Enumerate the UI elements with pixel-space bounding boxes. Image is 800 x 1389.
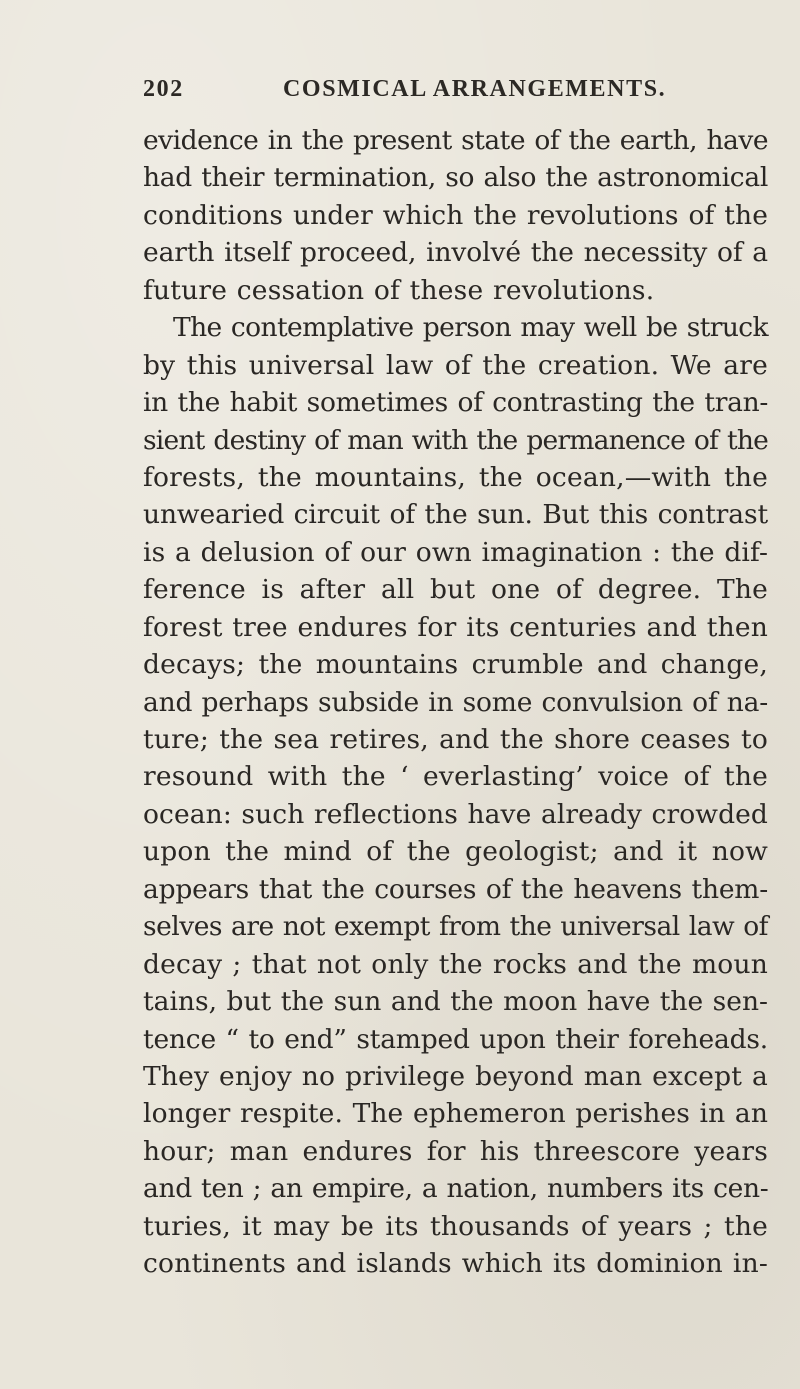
text-line: continents and islands which its dominion in- (143, 1248, 768, 1280)
text-line: is a delusion of our own imagination : the dif- (143, 536, 768, 568)
text-line: forest tree endures for its centuries and then (143, 611, 768, 643)
text-line: turies, it may be its thousands of years ; the (143, 1210, 768, 1242)
body-text (143, 122, 768, 1283)
text-line: by this universal law of the creation. We are (143, 349, 768, 381)
text-line: unwearied circuit of the sun. But this contrast (143, 499, 768, 531)
text-line: conditions under which the revolutions of the (143, 199, 768, 231)
text-line: appears that the courses of the heavens them- (143, 873, 768, 905)
running-head (143, 76, 763, 110)
text-line: decays; the mountains crumble and change, (143, 649, 768, 681)
text-line: tains, but the sun and the moon have the sen- (143, 986, 768, 1018)
text-line: evidence in the present state of the earth, have (143, 125, 768, 156)
text-line: had their termination, so also the astronomical (143, 162, 768, 194)
text-line: ocean: such reflections have already crowded (143, 798, 768, 830)
text-line: ference is after all but one of degree. The (143, 574, 768, 606)
text-line: forests, the mountains, the ocean,—with the (143, 461, 768, 493)
text-line: sient destiny of man with the permanence of the (143, 424, 768, 456)
text-line: and ten ; an empire, a nation, numbers its cen- (143, 1173, 769, 1205)
text-line: upon the mind of the geologist; and it now (143, 836, 768, 868)
page-number: 202 (143, 76, 184, 102)
text-line: in the habit sometimes of contrasting the tran- (143, 387, 768, 419)
running-title: COSMICAL ARRANGEMENTS. (283, 76, 667, 102)
text-line: resound with the ‘ everlasting’ voice of the (143, 761, 768, 793)
text-line: tence “ to end” stamped upon their foreheads. (143, 1023, 768, 1055)
text-line: and perhaps subside in some convulsion of na- (143, 686, 768, 718)
text-line: future cessation of these revolutions. (143, 274, 655, 306)
text-line: selves are not exempt from the universal law of (143, 911, 768, 943)
text-line: decay ; that not only the rocks and the moun (143, 948, 768, 980)
text-line: The contemplative person may well be struck (173, 312, 768, 344)
text-line: hour; man endures for his threescore years (143, 1135, 768, 1167)
text-line: They enjoy no privilege beyond man except a (143, 1060, 768, 1092)
text-line: ture; the sea retires, and the shore ceases to (143, 724, 768, 755)
text-line: longer respite. The ephemeron perishes in an (143, 1098, 768, 1130)
text-line: earth itself proceed, involvé the necessity of a (143, 237, 768, 269)
